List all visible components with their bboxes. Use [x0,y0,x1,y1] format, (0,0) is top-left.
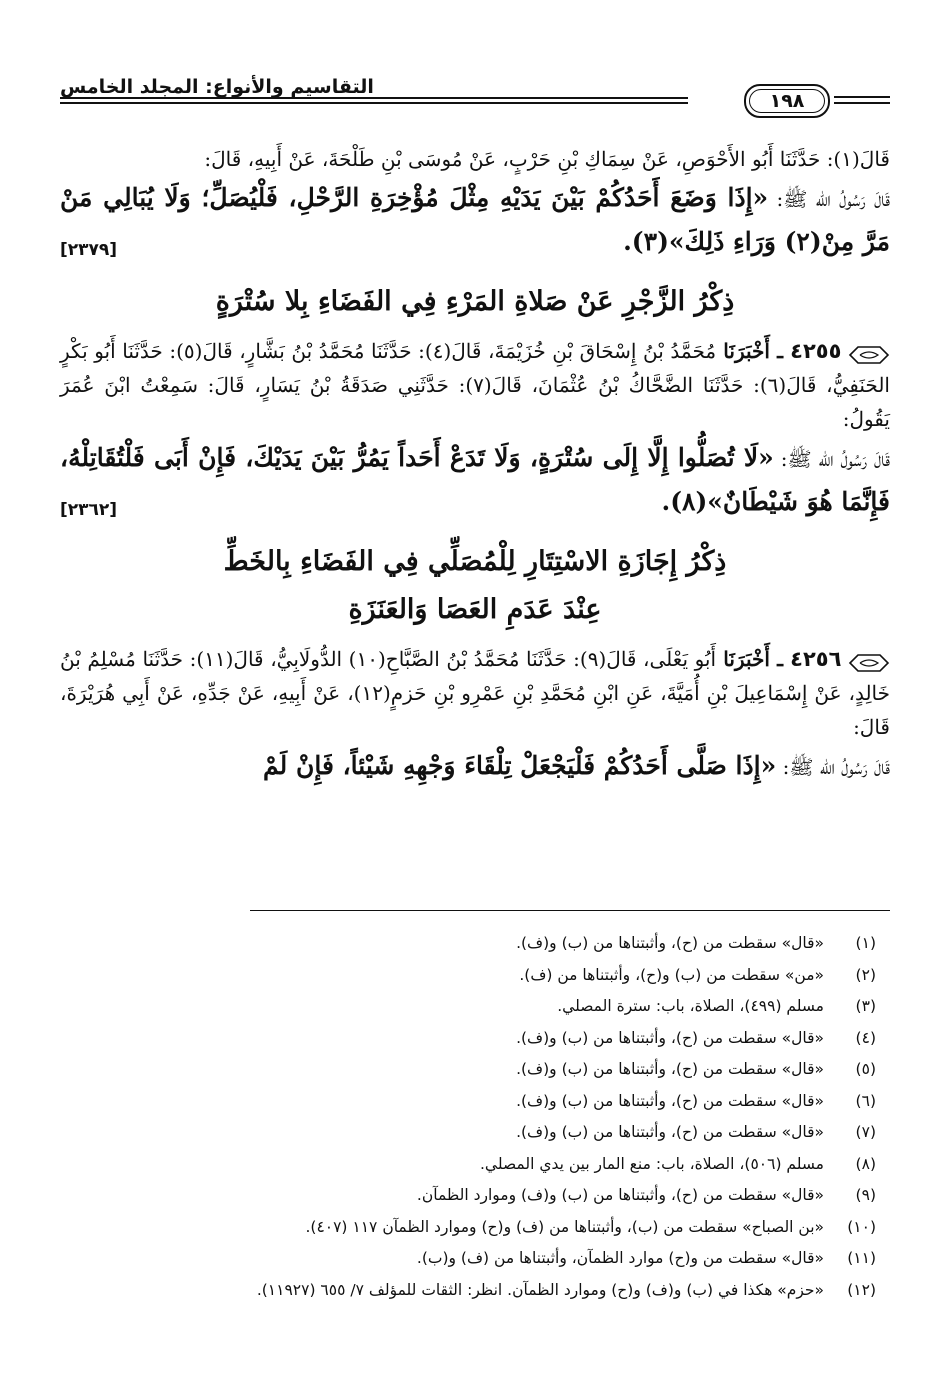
footnote [60,1243,890,1275]
footnote-number: (٩) [855,1186,876,1204]
footnote-number: (٥) [855,1060,876,1078]
section-heading: ذِكْرُ إِجَازَةِ الاسْتِتَارِ لِلْمُصَلِّي فِي الفَضَاءِ بِالخَطِّ [223,546,727,577]
header-rule [834,96,890,98]
hadith-intro: قَالَ رَسُولُ الله ﷺ: [776,755,890,779]
footnote-number: (٨) [855,1154,876,1173]
header-rule [60,102,688,104]
footnote-number: (٧) [855,1123,876,1141]
akhbarana: ـ أَخْبَرَنَا [716,647,791,671]
hadith-intro: قَالَ رَسُولُ الله ﷺ: [773,447,890,471]
footnote [60,1023,890,1055]
header-rule [60,97,688,99]
hadith-text [60,176,890,264]
hadith-matn: «لَا تُصَلُّوا إِلَّا إِلَى سُتْرَةٍ، وَلَا تَدَعْ أَحَداً يَمُرُّ بَيْنَ يَدَيْكَ، فَإِنْ أَبَى فَلْتُقَاتِلْهُ، فَإِنَّمَا هُوَ شَيْطَانٌ»(٨). [60,443,890,516]
isnad-text: مُحَمَّدُ بْنُ إِسْحَاقَ بْنِ خُزَيْمَةَ، قَالَ(٤): حَدَّثَنَا مُحَمَّدُ بْنُ بَشَّارٍ، قَالَ(٥): حَدَّثَنَا أَبُو بَكْرٍ الحَنَفِيُّ، قَالَ(٦): حَدَّثَنَا الضَّحَّاكُ بْنُ عُثْمَانَ، قَالَ(٧): حَدَّثَنِي صَدَقَةُ بْنُ يَسَارٍ، قَالَ: سَمِعْتُ ابْنَ عُمَرَ يَقُولُ: [60,339,890,431]
footnote-number: (١١) [847,1249,876,1267]
footnote [60,1212,890,1244]
footnote-text: مسلم (٥٠٦)، الصلاة، باب: منع المار بين يدي المصلي. [480,1154,824,1173]
hadith-matn: «إِذَا صَلَّى أَحَدُكُمْ فَلْيَجْعَلْ تِلْقَاءَ وَجْهِهِ شَيْئاً، فَإِنْ لَمْ [263,751,777,780]
footnote [60,960,890,992]
section-heading: ذِكْرُ الزَّجْرِ عَنْ صَلاةِ المَرْءِ فِي الفَضَاءِ بِلا سُتْرَةٍ [215,286,735,317]
main-text [60,142,890,788]
footnote-text: «قال» سقطت من (ح)، وأثبتناها من (ب) و(ف). [516,1060,824,1078]
footnote-text: «من» سقطت من (ب) و(ح)، وأثبتناها من (ف). [519,965,824,984]
khabar-ornament-icon [848,342,890,364]
footnote [60,1180,890,1212]
hadith-number: ٤٢٥٦ [790,647,842,671]
footnote-text: «بن الصباح» سقطت من (ب)، وأثبتناها من (ف) و(ح) وموارد الظمآن ١١٧ (٤٠٧). [305,1217,824,1236]
hadith-intro: قَالَ رَسُولُ الله ﷺ: [768,187,890,211]
footnote-number: (١٢) [847,1280,876,1299]
footnote [60,1275,890,1307]
hadith-matn: «إِذَا وَضَعَ أَحَدُكُمْ بَيْنَ يَدَيْهِ مِثْلَ مُؤْخِرَةِ الرَّحْلِ، فَلْيُصَلِّ؛ وَلَا يُبَالِي مَنْ مَرَّ مِنْ(٢) وَرَاءِ ذَلِكَ»(٣). [60,183,890,256]
footnote-number: (١) [855,934,876,952]
page-header [60,70,890,130]
footnote [60,991,890,1023]
header-rule [834,102,890,104]
footnote-number: (٣) [855,997,876,1015]
running-title: التقاسيم والأنواع: المجلد الخامس [60,76,374,98]
akhbarana: ـ أَخْبَرَنَا [716,339,791,363]
hadith-text [60,744,890,788]
footnote-text: «قال» سقطت من (ح)، وأثبتناها من (ب) و(ف). [516,1123,824,1141]
page-number: ١٩٨ [769,90,805,112]
footnote-text: مسلم (٤٩٩)، الصلاة، باب: سترة المصلي. [557,997,824,1015]
footnote-number: (٤) [855,1028,876,1047]
cross-reference: [٢٣٧٩] [60,240,118,260]
footnote [60,1054,890,1086]
cross-reference: [٢٣٦٢] [60,500,118,520]
footnote [60,1086,890,1118]
isnad-text: أَبُو يَعْلَى، قَالَ(٩): حَدَّثَنَا مُحَمَّدُ بْنُ الصَّبَّاحِ(١٠) الدُّولَابِيُّ، قَالَ(١١): حَدَّثَنَا مُسْلِمُ بْنُ خَالِدٍ، عَنْ إِسْمَاعِيلَ بْنِ أُمَيَّةَ، عَنِ ابْنِ مُحَمَّدِ بْنِ عَمْرِو بْنِ حَزمٍ(١٢)، عَنْ أَبِيهِ، عَنْ جَدِّهِ، عَنْ أَبِي هُرَيْرَةَ، قَالَ: [60,647,890,739]
footnote-text: «قال» سقطت من (ح)، وأثبتناها من (ب) و(ف). [516,1091,824,1110]
section-heading: عِنْدَ عَدَمِ العَصَا وَالعَنَزَةِ [348,594,602,625]
hadith-number: ٤٢٥٥ [790,339,842,363]
footnote-text: «قال» سقطت من (ح)، وأثبتناها من (ب) و(ف). [516,1028,824,1047]
footnote-text: «قال» سقطت من (ح)، وأثبتناها من (ب) و(ف) وموارد الظمآن. [416,1186,824,1204]
footnote-number: (١٠) [847,1217,876,1236]
footnote-number: (٦) [855,1091,876,1110]
document-page [60,70,890,1350]
footnote [60,928,890,960]
hadith-text [60,436,890,524]
isnad-line: قَالَ(١): حَدَّثَنَا أَبُو الأَحْوَصِ، عَنْ سِمَاكِ بْنِ حَرْبٍ، عَنْ مُوسَى بْنِ طَلْحَةَ، عَنْ أَبِيهِ، قَالَ: [204,147,890,171]
page-number-frame [744,84,830,118]
footnote [60,1149,890,1181]
footnote [60,1117,890,1149]
footnote-number: (٢) [855,965,876,984]
footnotes [60,928,890,1306]
hadith-isnad [60,642,890,744]
footnote-separator [250,910,890,911]
footnote-text: «حزم» هكذا في (ب) و(ف) و(ح) وموارد الظمآن. انظر: الثقات للمؤلف ٧/ ٦٥٥ (١١٩٢٧). [256,1280,824,1299]
khabar-ornament-icon [848,650,890,672]
hadith-isnad [60,334,890,436]
footnote-text: «قال» سقطت من (ح)، وأثبتناها من (ب) و(ف). [516,934,824,952]
footnote-text: «قال» سقطت من و(ح) موارد الظمآن، وأثبتناها من (ف) و(ب). [416,1249,824,1267]
